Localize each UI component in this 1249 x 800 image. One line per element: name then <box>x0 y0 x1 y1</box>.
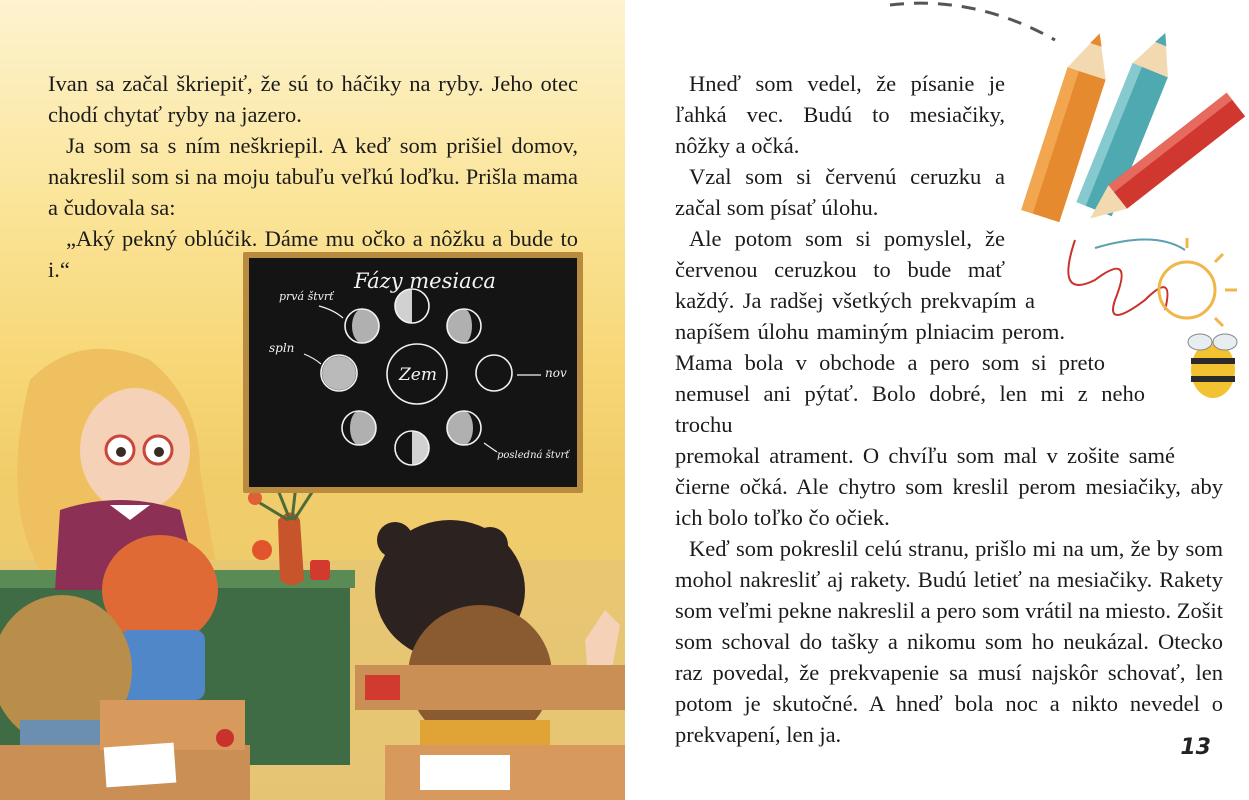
full-moon-label: spln <box>269 341 295 355</box>
left-paragraph-2: Ja som sa s ním neškriepil. A keď som prišiel domov, nakreslil som si na moju tabuľu veľkú loďku. Prišla mama a čudovala sa: <box>48 133 578 220</box>
blackboard <box>243 252 583 493</box>
blackboard-title: Fázy mesiaca <box>354 269 496 293</box>
last-quarter-label: posledná štvrť <box>497 450 570 461</box>
right-page-text <box>675 68 1223 750</box>
first-quarter-label: prvá štvrť <box>279 290 334 303</box>
page-number: 13 <box>1180 735 1211 760</box>
right-paragraph-2: Vzal som si červenú ceruzku a začal som písať úlohu. <box>675 164 1005 220</box>
right-paragraph-4: Keď som pokreslil celú stranu, prišlo mi na um, že by som mohol nakresliť aj rakety. Budú letieť na mesiačiky. Rakety som veľmi pekne nakreslil a pero som vrátil na miesto. Zošit som schoval do tašky a nikomu som ho neukázal. Otecko raz povedal, že prekvapenie sa musí najskôr schovať, len potom je skutočné. A hneď bola noc a nikto nevedel o prekvapení, len ja. <box>675 536 1223 747</box>
right-page <box>625 0 1249 800</box>
earth-label: Zem <box>399 365 437 385</box>
right-paragraph-3: Ale potom som si pomyslel, že červenou ceruzkou to bude mať každý. Ja radšej všetkých prekvapím a napíšem úlohu maminým plniacim perom. Mama bola v obchode a pero som si preto nemusel ani pýtať. Bolo dobré, len mi z neho trochu premokal atrament. O chvíľu som mal v zošite samé čierne očká. Ale chytro som kreslil perom mesiačiky, aby ich bolo toľko čo očiek. <box>675 226 1223 530</box>
left-paragraph-3: „Aký pekný oblúčik. Dáme mu očko a nôžku a bude to i.“ <box>48 226 578 282</box>
moon-phases-diagram <box>249 258 577 487</box>
right-paragraph-1: Hneď som vedel, že písanie je ľahká vec. Budú to mesiačiky, nôžky a očká. <box>675 71 1005 158</box>
moon-phase <box>476 355 512 391</box>
new-moon-label: nov <box>545 366 567 380</box>
left-paragraph-1: Ivan sa začal škriepiť, že sú to háčiky na ryby. Jeho otec chodí chytať ryby na jazero. <box>48 71 578 127</box>
